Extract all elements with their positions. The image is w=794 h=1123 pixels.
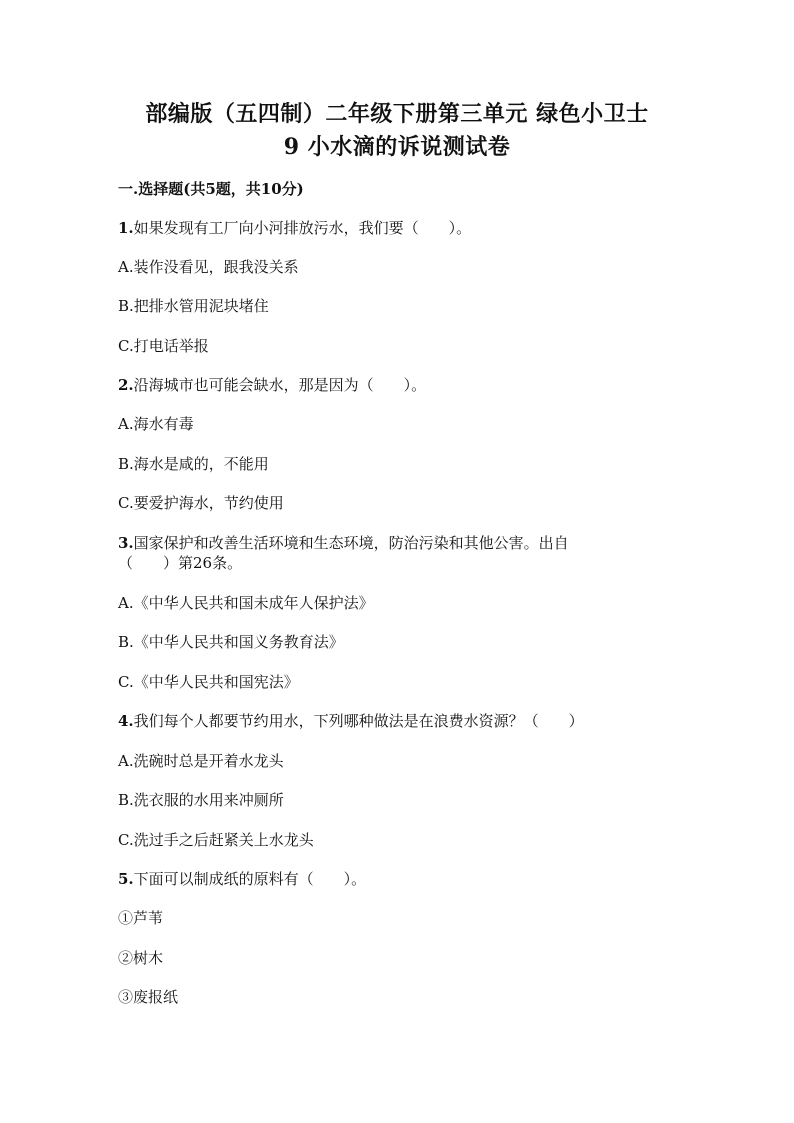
question-5 (118, 869, 366, 889)
section-heading: 一.选择题(共5题，共10分) (118, 180, 304, 198)
exam-title-line-1: 部编版（五四制）二年级下册第三单元 绿色小卫士 (145, 101, 649, 127)
question-4-option-a: A.洗碗时总是开着水龙头 (118, 752, 284, 770)
question-4-option-b: B.洗衣服的水用来冲厕所 (118, 791, 284, 809)
question-3-stem-line-2: （ ）第26条。 (118, 554, 243, 572)
question-2-option-c: C.要爱护海水，节约使用 (118, 494, 284, 512)
question-3-option-b: B.《中华人民共和国义务教育法》 (118, 633, 344, 651)
question-stem: 我们每个人都要节约用水，下列哪种做法是在浪费水资源？（ ） (133, 712, 584, 730)
question-2 (118, 375, 426, 395)
question-1-option-b: B.把排水管用泥块堵住 (118, 297, 269, 315)
question-3-option-c: C.《中华人民共和国宪法》 (118, 673, 299, 691)
question-1-option-c: C.打电话举报 (118, 337, 209, 355)
question-1 (118, 218, 471, 238)
question-stem-line-1: 国家保护和改善生活环境和生态环境，防治污染和其他公害。出自 (133, 534, 569, 552)
question-2-option-a: A.海水有毒 (118, 415, 194, 433)
question-number: 5. (118, 870, 134, 888)
question-1-option-a: A.装作没看见，跟我没关系 (118, 258, 299, 276)
question-number: 4. (118, 712, 134, 730)
question-3-option-a: A.《中华人民共和国未成年人保护法》 (118, 594, 374, 612)
question-3 (118, 533, 569, 553)
question-stem: 下面可以制成纸的原料有（ ）。 (133, 870, 367, 888)
question-5-item-1: ①芦苇 (118, 909, 164, 927)
question-5-item-3: ③废报纸 (118, 988, 179, 1006)
question-stem: 如果发现有工厂向小河排放污水，我们要（ ）。 (133, 219, 472, 237)
question-4 (118, 711, 584, 731)
question-number: 2. (118, 376, 134, 394)
question-number: 1. (118, 219, 134, 237)
question-2-option-b: B.海水是咸的，不能用 (118, 455, 269, 473)
question-stem: 沿海城市也可能会缺水，那是因为（ ）。 (133, 376, 427, 394)
exam-title-line-2: 9 小水滴的诉说测试卷 (283, 134, 511, 160)
question-5-item-2: ②树木 (118, 949, 164, 967)
question-4-option-c: C.洗过手之后赶紧关上水龙头 (118, 831, 314, 849)
question-number: 3. (118, 534, 134, 552)
